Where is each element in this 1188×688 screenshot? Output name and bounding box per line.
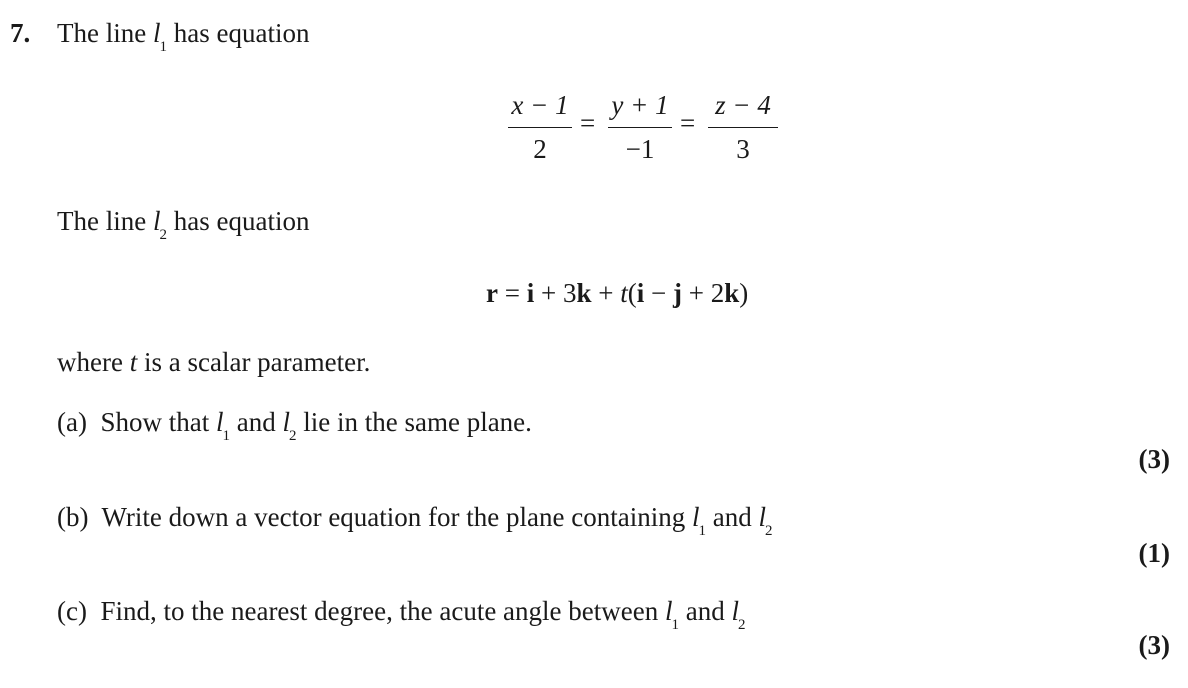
fraction-x-denominator: 2 xyxy=(533,134,547,164)
part-b-and: and xyxy=(705,502,759,532)
vec-minus: − xyxy=(644,278,673,308)
equals-sign-2: = xyxy=(680,108,696,138)
part-a-l1: l xyxy=(215,407,224,437)
vec-open: ( xyxy=(627,278,637,308)
part-c-l2: l xyxy=(731,596,739,626)
equals-sign-1: = xyxy=(580,108,596,138)
vec-plus1: + 3 xyxy=(534,278,577,308)
part-c-sub1: 1 xyxy=(671,617,679,633)
part-a xyxy=(57,407,532,444)
part-a-marks: (3) xyxy=(1138,444,1170,474)
vec-j: j xyxy=(673,278,682,308)
fraction-y xyxy=(608,92,672,163)
line1-sub: 1 xyxy=(159,39,167,55)
part-b-l2: l xyxy=(758,502,766,532)
part-b-sub1: 1 xyxy=(698,523,706,539)
where-line xyxy=(57,347,370,378)
part-c-marks: (3) xyxy=(1138,630,1170,660)
part-b-text-pre: Write down a vector equation for the plane containing xyxy=(101,502,692,532)
line1-intro xyxy=(57,18,310,55)
vec-plus2: + xyxy=(591,278,621,308)
part-c xyxy=(57,596,746,633)
part-c-label: (c) xyxy=(57,596,87,626)
part-a-sub2: 2 xyxy=(289,428,297,444)
part-b-label: (b) xyxy=(57,502,89,532)
part-a-and: and xyxy=(230,407,283,437)
vec-eq: = xyxy=(497,278,527,308)
part-b-sub2: 2 xyxy=(764,523,773,539)
vector-equation xyxy=(486,278,748,309)
part-a-text-pre: Show that xyxy=(100,407,216,437)
fraction-y-denominator: −1 xyxy=(625,134,655,164)
line2-intro-pre: The line xyxy=(57,206,153,236)
fraction-z xyxy=(708,92,778,163)
where-post: is a scalar parameter. xyxy=(137,347,371,377)
fraction-z-denominator: 3 xyxy=(736,134,750,164)
line2-intro xyxy=(57,206,310,243)
where-t: t xyxy=(129,347,138,377)
part-c-text-pre: Find, to the nearest degree, the acute angle between xyxy=(100,596,665,626)
part-c-l1: l xyxy=(664,596,673,626)
line1-intro-post: has equation xyxy=(166,18,310,48)
fraction-z-bar xyxy=(708,127,778,128)
part-b-marks: (1) xyxy=(1138,538,1170,568)
part-a-label: (a) xyxy=(57,407,87,437)
fraction-x-numerator: x − 1 xyxy=(511,90,569,120)
vec-r: r xyxy=(486,278,498,308)
where-pre: where xyxy=(57,347,130,377)
question-number: 7. xyxy=(10,18,31,48)
line2-sub: 2 xyxy=(159,227,167,243)
vec-k1: k xyxy=(576,278,592,308)
vec-i1: i xyxy=(526,278,535,308)
fraction-x xyxy=(508,92,572,163)
line2-var: l xyxy=(152,206,161,236)
part-c-sub2: 2 xyxy=(738,617,746,633)
vec-plus3: + 2 xyxy=(682,278,725,308)
part-c-and: and xyxy=(679,596,732,626)
vec-close: ) xyxy=(739,278,749,308)
part-a-l2: l xyxy=(282,407,290,437)
fraction-y-numerator: y + 1 xyxy=(611,90,669,120)
line1-var: l xyxy=(152,18,161,48)
fraction-y-bar xyxy=(608,127,672,128)
fraction-x-bar xyxy=(508,127,572,128)
line2-intro-post: has equation xyxy=(166,206,310,236)
fraction-z-numerator: z − 4 xyxy=(715,90,771,120)
vec-k2: k xyxy=(724,278,740,308)
vec-i2: i xyxy=(636,278,645,308)
part-b-l1: l xyxy=(691,502,700,532)
part-a-text-post: lie in the same plane. xyxy=(296,407,532,437)
part-a-sub1: 1 xyxy=(222,428,230,444)
vec-t: t xyxy=(620,278,628,308)
part-b xyxy=(57,502,773,539)
line1-intro-pre: The line xyxy=(57,18,153,48)
